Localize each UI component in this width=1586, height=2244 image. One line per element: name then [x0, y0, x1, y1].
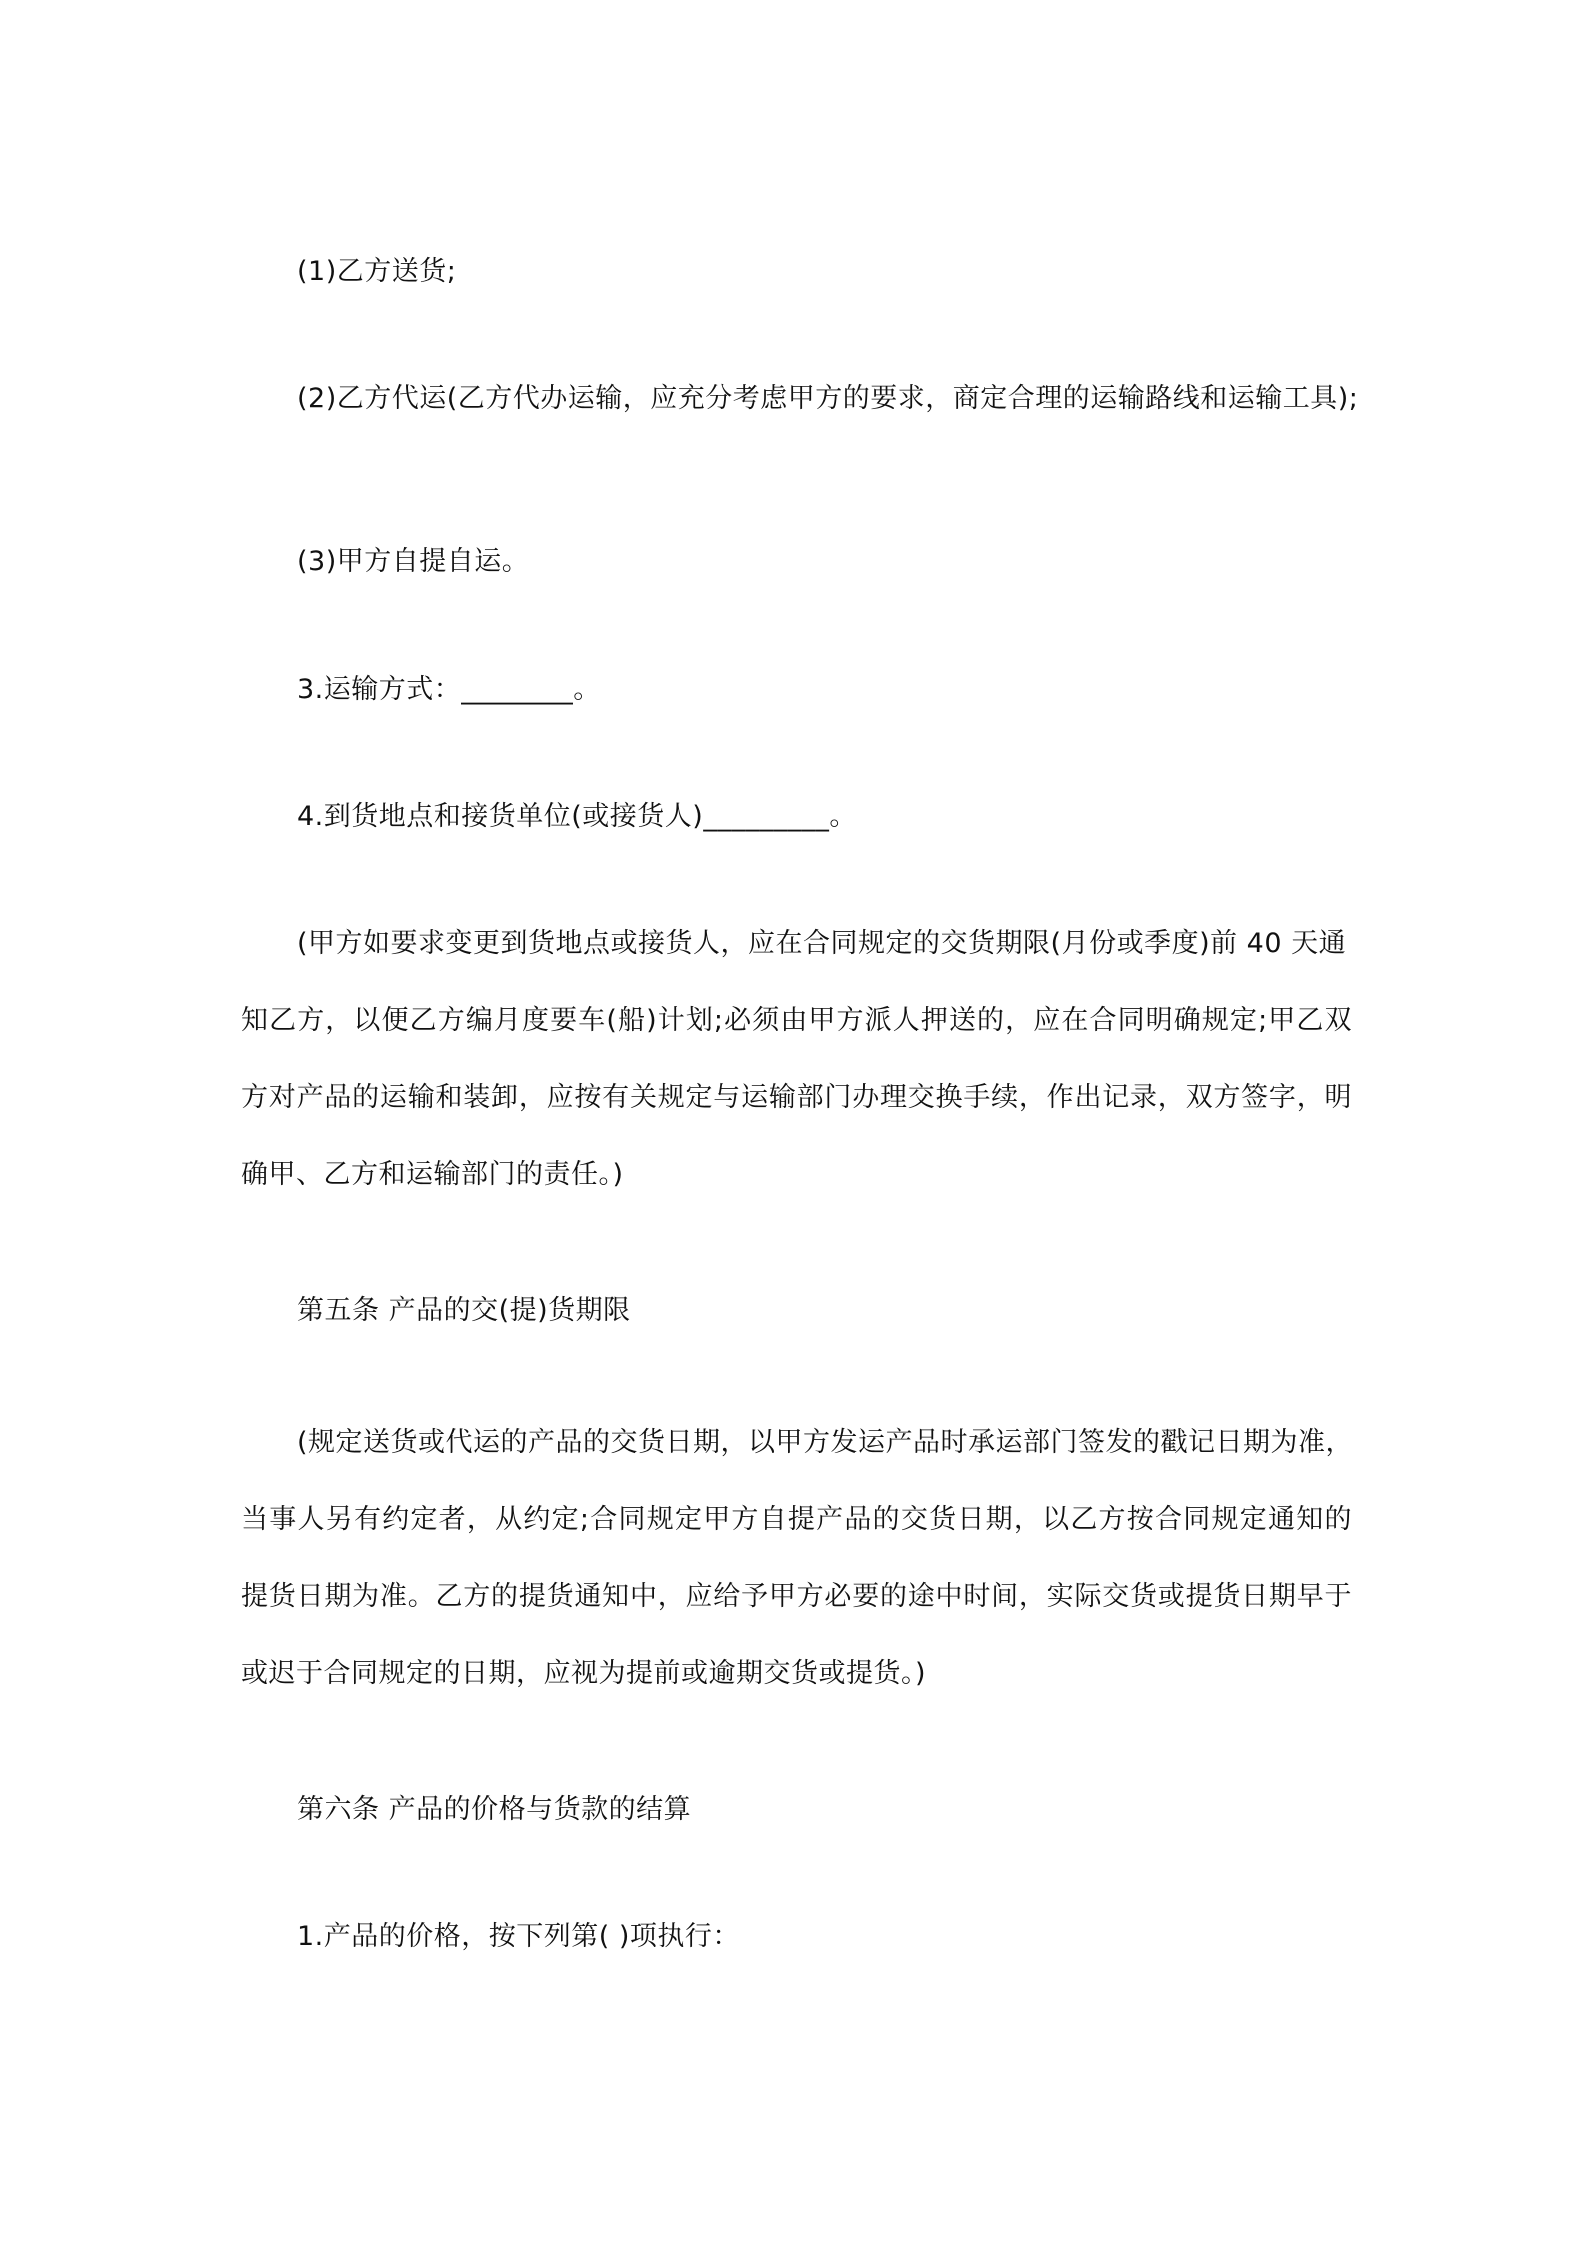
paragraph-2-line-4: 或迟于合同规定的日期，应视为提前或逾期交货或提货。) — [241, 1658, 927, 1689]
item-2-line: (2)乙方代运(乙方代办运输，应充分考虑甲方的要求，商定合理的运输路线和运输工具); — [297, 383, 1359, 414]
paragraph-2-line-2: 当事人另有约定者，从约定;合同规定甲方自提产品的交货日期，以乙方按合同规定通知的 — [241, 1504, 1352, 1535]
price-item-line: 1.产品的价格，按下列第( )项执行： — [297, 1921, 740, 1952]
article-5-heading: 第五条 产品的交(提)货期限 — [297, 1295, 631, 1326]
paragraph-2-line-1: (规定送货或代运的产品的交货日期，以甲方发运产品时承运部门签发的戳记日期为准， — [297, 1427, 1354, 1458]
transport-method-line: 3.运输方式：________。 — [297, 674, 601, 705]
paragraph-1-line-2: 知乙方，以便乙方编月度要车(船)计划;必须由甲方派人押送的，应在合同明确规定;甲乙双 — [241, 1005, 1352, 1036]
paragraph-1-line-3: 方对产品的运输和装卸，应按有关规定与运输部门办理交换手续，作出记录，双方签字，明 — [241, 1082, 1352, 1113]
item-1-line: (1)乙方送货; — [297, 256, 457, 287]
article-6-heading: 第六条 产品的价格与货款的结算 — [297, 1794, 692, 1825]
paragraph-1-line-4: 确甲、乙方和运输部门的责任。) — [241, 1159, 624, 1190]
paragraph-2-line-3: 提货日期为准。乙方的提货通知中，应给予甲方必要的途中时间，实际交货或提货日期早于 — [241, 1581, 1352, 1612]
item-3-line: (3)甲方自提自运。 — [297, 546, 530, 577]
paragraph-1-line-1: (甲方如要求变更到货地点或接货人，应在合同规定的交货期限(月份或季度)前 40 天通 — [297, 928, 1347, 959]
delivery-location-line: 4.到货地点和接货单位(或接货人)_________。 — [297, 801, 857, 832]
